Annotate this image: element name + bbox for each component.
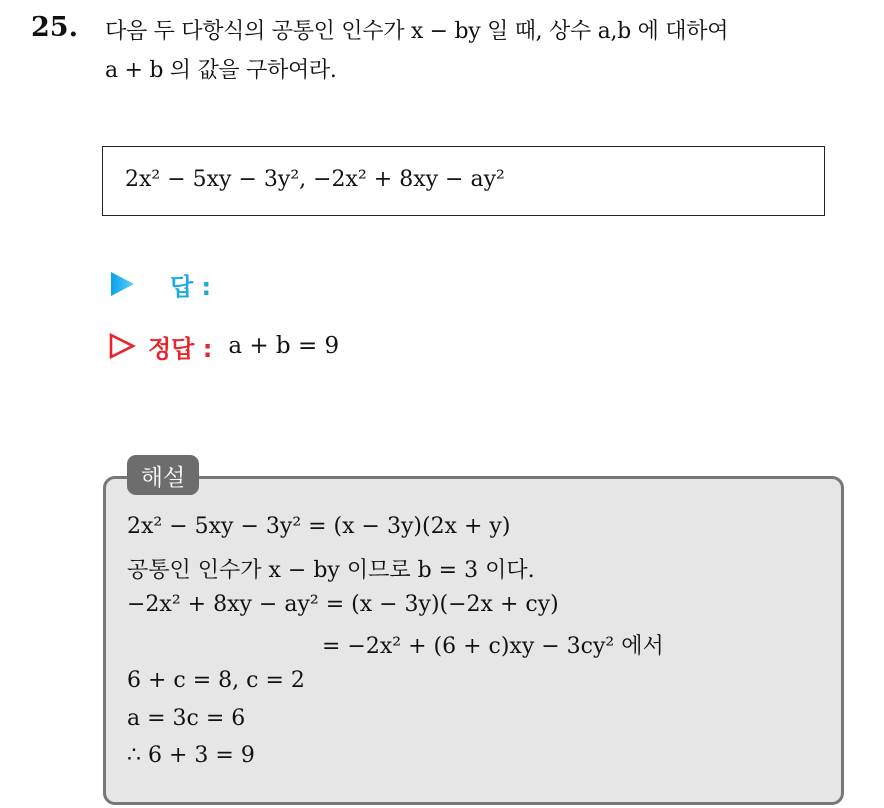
solution-line-5: 6 + c = 8, c = 2 [127, 668, 305, 693]
problem-text-line-1: 다음 두 다항식의 공통인 인수가 x − by 일 때, 상수 a,b 에 대하여 [105, 19, 729, 44]
solution-line-1: 2x² − 5xy − 3y² = (x − 3y)(2x + y) [127, 514, 511, 539]
problem-number: 25. [31, 12, 78, 43]
correct-answer-label: 정답 : [148, 334, 213, 363]
solution-line-7: ∴ 6 + 3 = 9 [127, 743, 255, 768]
play-triangle-outline-icon [108, 331, 136, 361]
answer-blank-row [108, 266, 211, 302]
play-triangle-filled-icon [108, 269, 136, 299]
solution-tag: 해설 [127, 455, 199, 495]
correct-answer-value: a + b = 9 [228, 333, 340, 359]
given-expression: 2x² − 5xy − 3y², −2x² + 8xy − ay² [125, 167, 505, 192]
solution-line-6: a = 3c = 6 [127, 706, 246, 731]
solution-line-4: = −2x² + (6 + c)xy − 3cy² 에서 [322, 634, 664, 659]
solution-line-2: 공통인 인수가 x − by 이므로 b = 3 이다. [127, 558, 535, 583]
answer-blank-label: 답 : [170, 272, 212, 301]
solution-line-3: −2x² + 8xy − ay² = (x − 3y)(−2x + cy) [127, 592, 559, 617]
given-expression-box [102, 146, 825, 216]
correct-answer-row [108, 328, 339, 364]
problem-text-line-2: a + b 의 값을 구하여라. [105, 58, 337, 83]
